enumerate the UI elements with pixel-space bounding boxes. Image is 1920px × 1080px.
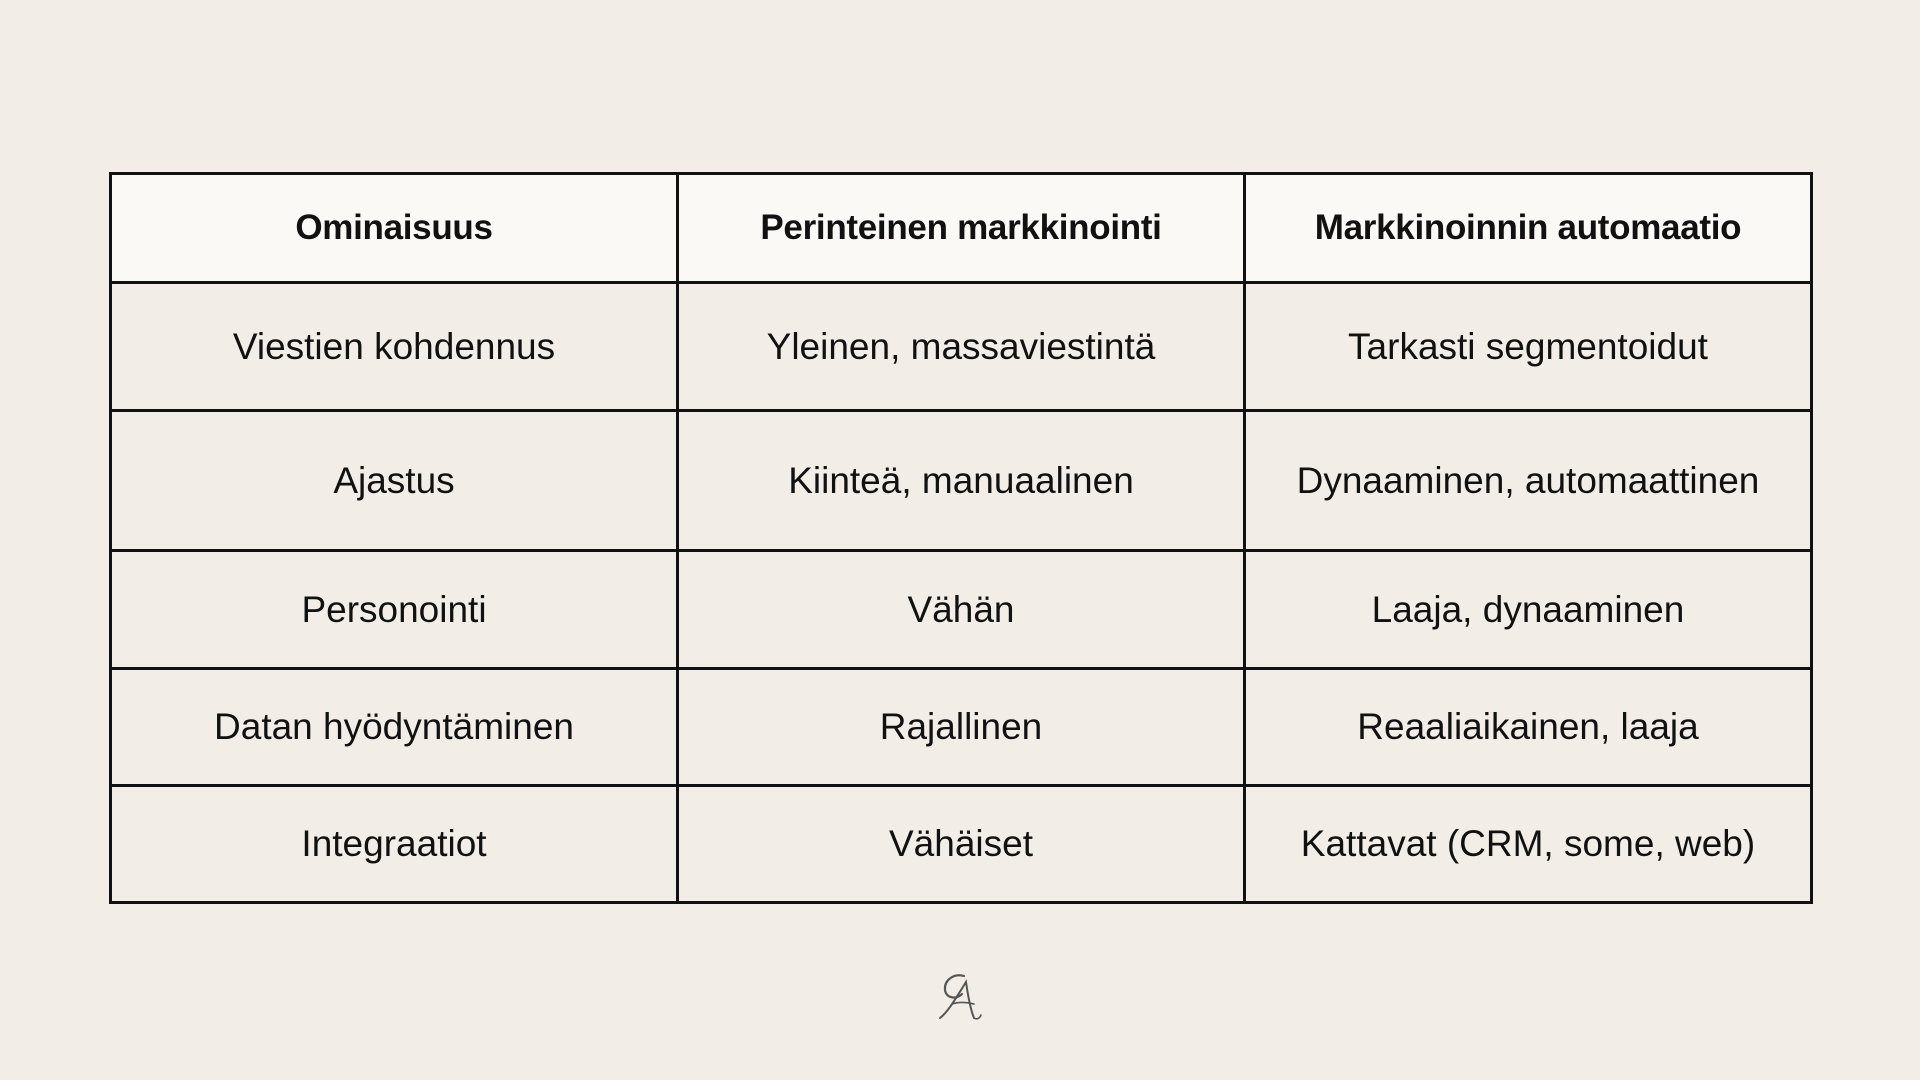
cell-automation: Dynaaminen, automaattinen (1245, 411, 1812, 551)
table-body (111, 283, 1812, 903)
table-header (111, 174, 1812, 283)
cell-traditional: Vähän (678, 551, 1245, 669)
monogram-logo-icon (930, 968, 990, 1028)
header-row (111, 174, 1812, 283)
cell-feature: Viestien kohdennus (111, 283, 678, 411)
table-row (111, 669, 1812, 786)
cell-automation: Laaja, dynaaminen (1245, 551, 1812, 669)
table-row (111, 283, 1812, 411)
cell-traditional: Yleinen, massaviestintä (678, 283, 1245, 411)
cell-feature: Personointi (111, 551, 678, 669)
comparison-table (109, 172, 1813, 904)
table-row (111, 411, 1812, 551)
cell-feature: Integraatiot (111, 786, 678, 903)
table-row (111, 551, 1812, 669)
monogram-logo (930, 968, 990, 1028)
header-feature: Ominaisuus (111, 174, 678, 283)
header-traditional-marketing: Perinteinen markkinointi (678, 174, 1245, 283)
cell-traditional: Rajallinen (678, 669, 1245, 786)
cell-automation: Kattavat (CRM, some, web) (1245, 786, 1812, 903)
cell-feature: Ajastus (111, 411, 678, 551)
header-marketing-automation: Markkinoinnin automaatio (1245, 174, 1812, 283)
cell-traditional: Vähäiset (678, 786, 1245, 903)
cell-automation: Reaaliaikainen, laaja (1245, 669, 1812, 786)
cell-automation: Tarkasti segmentoidut (1245, 283, 1812, 411)
cell-traditional: Kiinteä, manuaalinen (678, 411, 1245, 551)
table-row (111, 786, 1812, 903)
cell-feature: Datan hyödyntäminen (111, 669, 678, 786)
